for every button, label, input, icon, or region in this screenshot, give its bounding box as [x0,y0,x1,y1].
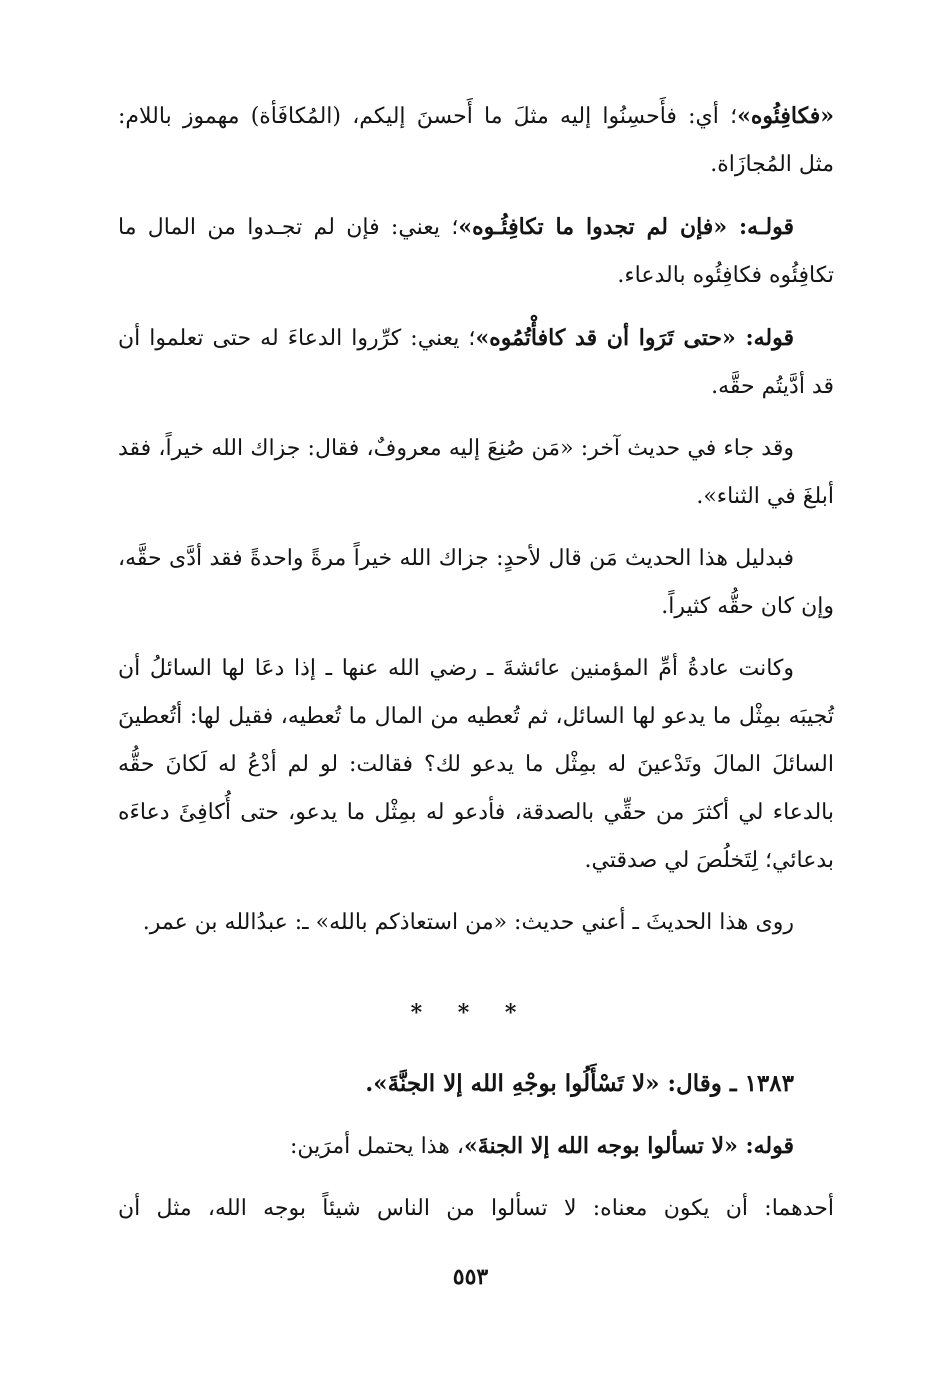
paragraph-text: ؛ أي: فأَحسِنُوا إليه مثلَ ما أَحسنَ إليكم، (المُكافَأة) مهموز باللام: مثل المُجازَاة. [118,104,834,177]
paragraph-text: فبدليل هذا الحديث مَن قال لأحدٍ: جزاك الله خيراً مرةً واحدةً فقد أدَّى حقَّه، وإن كان حقُّه كثيراً. [118,546,834,619]
paragraph-6 [118,645,834,885]
paragraph-text: وقد جاء في حديث آخر: «مَن صُنِعَ إليه معروفٌ، فقال: جزاك الله خيراً، فقد أبلغَ في الثناء». [118,436,834,509]
paragraph-7 [118,899,834,947]
paragraph-text: أحدهما: أن يكون معناه: لا تسألوا من الناس شيئاً بوجه الله، مثل أن [118,1196,834,1221]
page-number: ٥٥٣ [452,1264,489,1290]
paragraph-3 [118,314,834,411]
paragraph-5 [118,535,834,631]
paragraph-lead: قولـه: [727,214,795,240]
hadith-heading: ١٣٨٣ ـ وقال: «لا تَسْأَلُوا بوجْهِ الله إلا الجنَّةَ». [365,1070,794,1097]
hadith-section [118,1060,834,1247]
paragraph-2 [118,203,834,300]
paragraph-text: ، هذا يحتمل أمرَين: [289,1134,464,1159]
paragraph-text: وكانت عادةُ أمِّ المؤمنين عائشةَ ـ رضي الله عنها ـ إذا دعَا لها السائلُ أن تُجيبَه بمِثْل ما يدعو لها السائل، ثم تُعطيه من المال ما تُعطيه، فقيل لها: أتُعطينَ السائلَ المالَ وتَدْعينَ له بمِثْل ما يدعو لك؟ فقالت: لو لم أدْعُ له لَكانَ حقُّه بالدعاء لي أكثرَ من حقِّي بالصدقة، فأدعو له بمِثْل ما يدعو، حتى أُكافِئَ دعاءَه بدعائي؛ لِتَخلُصَ لي صدقتي. [118,656,834,873]
quoted-term: «لا تسألوا بوجه الله إلا الجنةَ» [463,1133,738,1159]
paragraph-text: ؛ يعني: كرِّروا الدعاءَ له حتى تعلموا أن قد أدَّيتُم حقَّه. [118,326,834,399]
paragraph-9 [118,1185,834,1233]
paragraph-4 [118,425,834,521]
paragraph-text: روى هذا الحديثَ ـ أعني حديث: «من استعاذكم بالله» ـ: عبدُالله بن عمر. [142,910,794,935]
paragraph-lead: قوله: [737,1133,794,1159]
quoted-term: «فكافِئُوه» [737,103,834,129]
main-text [118,92,834,961]
quoted-term: «فإن لم تجدوا ما تكافِئُـوه» [458,214,728,240]
section-separator: * * * [410,1000,531,1026]
paragraph-text: ؛ يعني: فإن لم تجـدوا من المال ما تكافِئُوه فكافِئُوه بالدعاء. [118,215,834,288]
paragraph-1 [118,92,834,189]
quoted-term: «حتى تَرَوا أن قد كافأْتُمُوه» [475,325,736,351]
paragraph-8 [118,1122,834,1171]
paragraph-lead: قوله: [735,325,794,351]
